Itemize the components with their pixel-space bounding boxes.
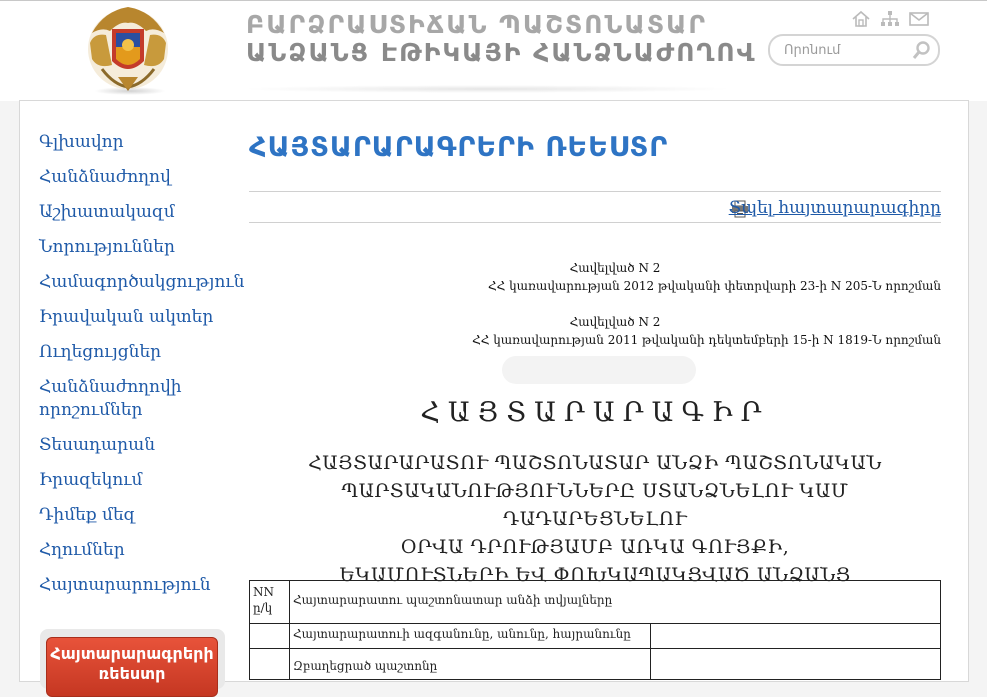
- main-content: [249, 131, 941, 673]
- divider-top: [249, 191, 941, 192]
- sidebar-item-decisions[interactable]: Հանձնաժողովի որոշումներ: [39, 377, 182, 420]
- site-header: [0, 1, 987, 101]
- subtitle-line: ՀԱՅՏԱՐԱՐԱՏՈՒ ՊԱՇՏՈՆԱՏԱՐ ԱՆՁԻ ՊԱՇՏՈՆԱԿԱՆ: [308, 452, 882, 474]
- subtitle-line: ՕՐՎԱ ԴՐՈՒԹՅԱՄԲ ԱՌԿԱ ԳՈՒՅՔԻ,: [400, 536, 790, 558]
- sidebar-item-home[interactable]: Գլխավոր: [39, 132, 124, 152]
- sidebar-item-announcement[interactable]: Հայտարարություն: [39, 575, 211, 595]
- annex-note-1: [249, 259, 941, 295]
- sidebar-item-links[interactable]: Հղումներ: [39, 540, 125, 560]
- main-panel: [19, 100, 969, 682]
- sidebar-nav: [39, 131, 245, 609]
- annex-2-text: ՀՀ կառավարության 2011 թվականի դեկտեմբերի 15-ի N 1819-Ն որոշման: [472, 333, 941, 347]
- print-declaration-link[interactable]: Տպել հայտարարագիրը: [728, 198, 941, 218]
- table-cell-value: [651, 624, 941, 649]
- site-title[interactable]: [246, 11, 757, 67]
- sidebar-item-video[interactable]: Տեսադարան: [39, 435, 156, 455]
- sidebar-item-staff[interactable]: Աշխատակազմ: [39, 202, 175, 222]
- sidebar-item-awareness[interactable]: Իրազեկում: [39, 470, 143, 490]
- table-row: [250, 649, 941, 680]
- mail-icon[interactable]: [908, 9, 930, 29]
- document-title: ՀԱՅՏԱՐԱՐԱԳԻՐ: [420, 397, 770, 428]
- coat-of-arms-logo[interactable]: [84, 3, 172, 95]
- sidebar-item-cooperation[interactable]: Համագործակցություն: [39, 272, 245, 292]
- table-cell: Զբաղեցրած պաշտոնը: [290, 649, 651, 680]
- sidebar-item-contact[interactable]: Դիմեք մեզ: [39, 505, 136, 525]
- search-box: [768, 34, 940, 66]
- table-cell-value: [651, 649, 941, 680]
- sidebar-item-news[interactable]: Նորություններ: [39, 237, 175, 257]
- home-icon[interactable]: [850, 9, 872, 29]
- annex-note-2: [249, 313, 941, 349]
- annex-1-text: ՀՀ կառավարության 2012 թվականի փետրվարի 23-ի N 205-Ն որոշման: [488, 279, 941, 293]
- sidebar-item-legal-acts[interactable]: Իրավական ակտեր: [39, 307, 214, 327]
- sitemap-icon[interactable]: [879, 9, 901, 29]
- annex-1-title: Հավելված N 2: [569, 261, 661, 275]
- table-cell: [250, 624, 290, 649]
- table-row: [250, 581, 941, 624]
- print-row: [249, 198, 941, 222]
- table-row: [250, 624, 941, 649]
- divider-bottom: [249, 222, 941, 223]
- table-cell: Հայտարարատուի ազգանունը, անունը, հայրանունը: [290, 624, 651, 649]
- declaration-table: [249, 580, 941, 680]
- annex-2-title: Հավելված N 2: [569, 315, 661, 329]
- sidebar-item-guides[interactable]: Ուղեցույցներ: [39, 342, 162, 362]
- declarations-registry-button[interactable]: Հայտարարագրերի ռեեստր: [46, 637, 218, 697]
- table-header-nn: NN ը/կ: [250, 581, 290, 624]
- title-shadow: [240, 85, 735, 93]
- site-title-line2: ԱՆՁԱՆՑ ԷԹԻԿԱՅԻ ՀԱՆՁՆԱԺՈՂՈՎ: [246, 38, 757, 67]
- site-title-line1: ԲԱՐՁՐԱՍՏԻՃԱՆ ՊԱՇՏՈՆԱՏԱՐ: [246, 10, 708, 39]
- table-cell: [250, 649, 290, 680]
- subtitle-line: ՊԱՐՏԱԿԱՆՈՒԹՅՈՒՆՆԵՐԸ ՍՏԱՆՁՆԵԼՈՒ ԿԱՄ ԴԱԴԱՐԵՑՆԵԼՈՒ: [341, 480, 849, 530]
- search-icon[interactable]: [912, 40, 932, 60]
- blank-pill: [502, 356, 696, 384]
- crest-shadow: [94, 87, 166, 95]
- document-subtitle: [249, 449, 941, 589]
- search-input[interactable]: [782, 40, 906, 60]
- sidebar-item-commission[interactable]: Հանձնաժողով: [39, 167, 171, 187]
- page-title: ՀԱՅՏԱՐԱՐԱԳՐԵՐԻ ՌԵԵՍՏՐ: [249, 132, 669, 163]
- table-cell: Հայտարարատու պաշտոնատար անձի տվյալները: [290, 581, 941, 624]
- subtitle-line: ԵԿԱՄՈՒՏՆԵՐԻ ԵՎ ՓՈԽԿԱՊԱԿՑՎԱԾ ԱՆՁԱՆՑ: [339, 564, 851, 586]
